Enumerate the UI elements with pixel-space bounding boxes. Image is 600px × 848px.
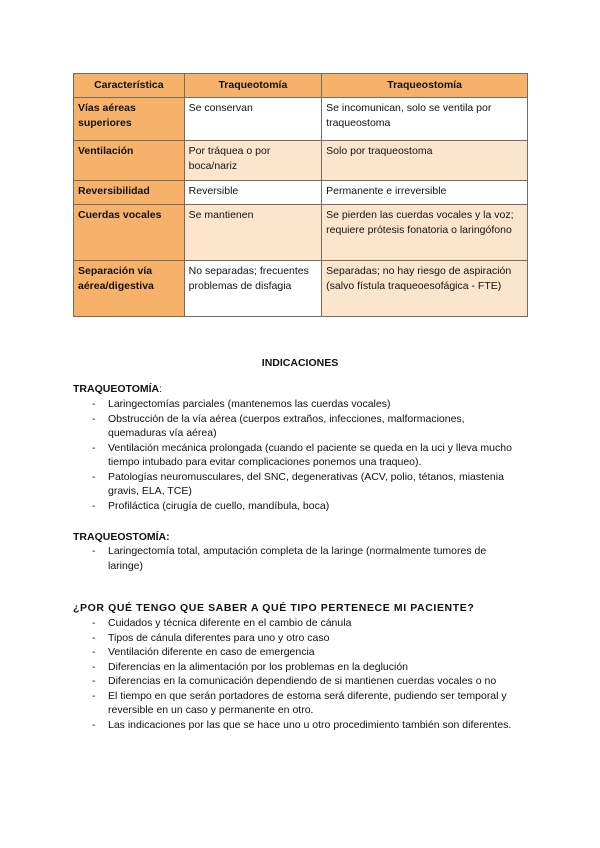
traqueostomia-indications-list: [73, 544, 513, 573]
list-item: - El tiempo en que serán portadores de estoma será diferente, pudiendo ser temporal y reversible en un caso y permanente en otro.: [73, 689, 513, 718]
indicaciones-heading: INDICACIONES: [261, 357, 339, 369]
traqueostomia-section-title: [73, 530, 170, 545]
list-item: - Obstrucción de la vía aérea (cuerpos extraños, infecciones, malformaciones, quemaduras vía aérea): [73, 412, 513, 441]
table-row: [74, 181, 528, 205]
row-feature: Reversibilidad: [74, 181, 185, 205]
table-row: [74, 261, 528, 317]
porque-reasons-list: [73, 616, 513, 732]
row-traqueostomia-value: Se incomunican, solo se ventila por traqueostoma: [322, 98, 528, 141]
row-feature: Ventilación: [74, 141, 185, 181]
traqueotomia-title-text: TRAQUEOTOMÍA: [73, 383, 160, 395]
table-row: [74, 205, 528, 261]
header-caracteristica: Característica: [74, 74, 185, 98]
row-traqueotomia-value: No separadas; frecuentes problemas de disfagia: [184, 261, 322, 317]
row-feature: Vías aéreas superiores: [74, 98, 185, 141]
list-item: - Ventilación mecánica prolongada (cuando el paciente se queda en la uci y lleva mucho tiempo intubado para evitar complicaciones ponemos una traqueo).: [73, 441, 513, 470]
row-traqueotomia-value: Se conservan: [184, 98, 322, 141]
traqueotomia-title-suffix: :: [159, 383, 163, 395]
list-item: - Cuidados y técnica diferente en el cambio de cánula: [73, 616, 513, 631]
table-header-row: [74, 74, 528, 98]
traqueotomia-section-title: [73, 382, 162, 397]
row-traqueostomia-value: Solo por traqueostoma: [322, 141, 528, 181]
traqueotomia-indications-list: [73, 397, 513, 513]
comparison-table: [73, 73, 528, 317]
header-traqueostomia: Traqueostomía: [322, 74, 528, 98]
list-item: - Diferencias en la comunicación dependiendo de si mantienen cuerdas vocales o no: [73, 674, 513, 689]
list-item: - Profiláctica (cirugía de cuello, mandíbula, boca): [73, 499, 513, 514]
row-feature: Separación vía aérea/digestiva: [74, 261, 185, 317]
row-traqueotomia-value: Por tráquea o por boca/nariz: [184, 141, 322, 181]
table-row: [74, 141, 528, 181]
list-item: - Patologías neuromusculares, del SNC, degenerativas (ACV, polio, tétanos, miastenia gravis, ELA, TCE): [73, 470, 513, 499]
list-item: - Tipos de cánula diferentes para uno y otro caso: [73, 631, 513, 646]
traqueostomia-title-text: TRAQUEOSTOMÍA:: [73, 531, 170, 543]
header-traqueotomia: Traqueotomía: [184, 74, 322, 98]
row-traqueostomia-value: Se pierden las cuerdas vocales y la voz; requiere prótesis fonatoria o laringófono: [322, 205, 528, 261]
row-traqueotomia-value: Se mantienen: [184, 205, 322, 261]
list-item: - Laringectomía total, amputación completa de la laringe (normalmente tumores de laringe): [73, 544, 513, 573]
row-traqueostomia-value: Permanente e irreversible: [322, 181, 528, 205]
row-traqueotomia-value: Reversible: [184, 181, 322, 205]
list-item: - Laringectomías parciales (mantenemos las cuerdas vocales): [73, 397, 513, 412]
porque-title: ¿POR QUÉ TENGO QUE SABER A QUÉ TIPO PERTENECE MI PACIENTE?: [73, 602, 475, 614]
list-item: - Ventilación diferente en caso de emergencia: [73, 645, 513, 660]
row-feature: Cuerdas vocales: [74, 205, 185, 261]
list-item: - Diferencias en la alimentación por los problemas en la deglución: [73, 660, 513, 675]
row-traqueostomia-value: Separadas; no hay riesgo de aspiración (salvo fístula traqueoesofágica - FTE): [322, 261, 528, 317]
table-row: [74, 98, 528, 141]
list-item: - Las indicaciones por las que se hace uno u otro procedimiento también son diferentes.: [73, 718, 513, 733]
